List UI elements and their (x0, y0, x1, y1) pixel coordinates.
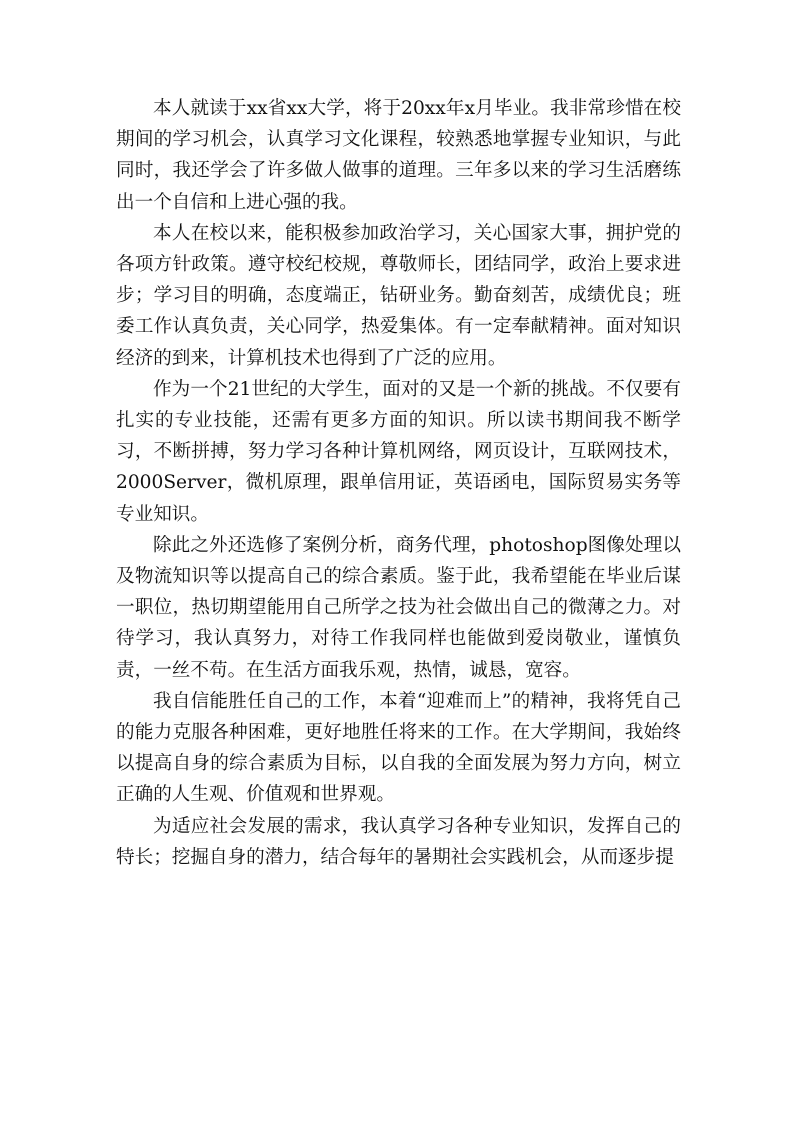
paragraph-4: 除此之外还选修了案例分析，商务代理，photoshop图像处理以及物流知识等以提高自己的综合素质。鉴于此，我希望能在毕业后谋一职位，热切期望能用自己所学之技为社会做出自己的微薄之力。对待学习，我认真努力，对待工作我同样也能做到爱岗敬业，谨慎负责，一丝不苟。在生活方面我乐观，热情，诚恳，宽容。 (116, 534, 681, 681)
paragraph-6: 为适应社会发展的需求，我认真学习各种专业知识，发挥自己的特长；挖掘自身的潜力，结合每年的暑期社会实践机会，从而逐步提 (116, 815, 681, 868)
paragraph-3: 作为一个21世纪的大学生，面对的又是一个新的挑战。不仅要有扎实的专业技能，还需有更多方面的知识。所以读书期间我不断学习，不断拼搏，努力学习各种计算机网络，网页设计，互联网技术，2000Server，微机原理，跟单信用证，英语函电，国际贸易实务等专业知识。 (116, 378, 681, 525)
paragraph-1: 本人就读于xx省xx大学，将于20xx年x月毕业。我非常珍惜在校期间的学习机会，认真学习文化课程，较熟悉地掌握专业知识，与此同时，我还学会了许多做人做事的道理。三年多以来的学习生活磨练出一个自信和上进心强的我。 (116, 98, 681, 213)
paragraph-2: 本人在校以来，能积极参加政治学习，关心国家大事，拥护党的各项方针政策。遵守校纪校规，尊敬师长，团结同学，政治上要求进步；学习目的明确，态度端正，钻研业务。勤奋刻苦，成绩优良；班委工作认真负责，关心同学，热爱集体。有一定奉献精神。面对知识经济的到来，计算机技术也得到了广泛的应用。 (116, 222, 681, 369)
paragraph-5: 我自信能胜任自己的工作，本着“迎难而上”的精神，我将凭自己的能力克服各种困难，更好地胜任将来的工作。在大学期间，我始终以提高自身的综合素质为目标，以自我的全面发展为努力方向，树立正确的人生观、价值观和世界观。 (116, 690, 681, 806)
document-body (116, 93, 681, 873)
